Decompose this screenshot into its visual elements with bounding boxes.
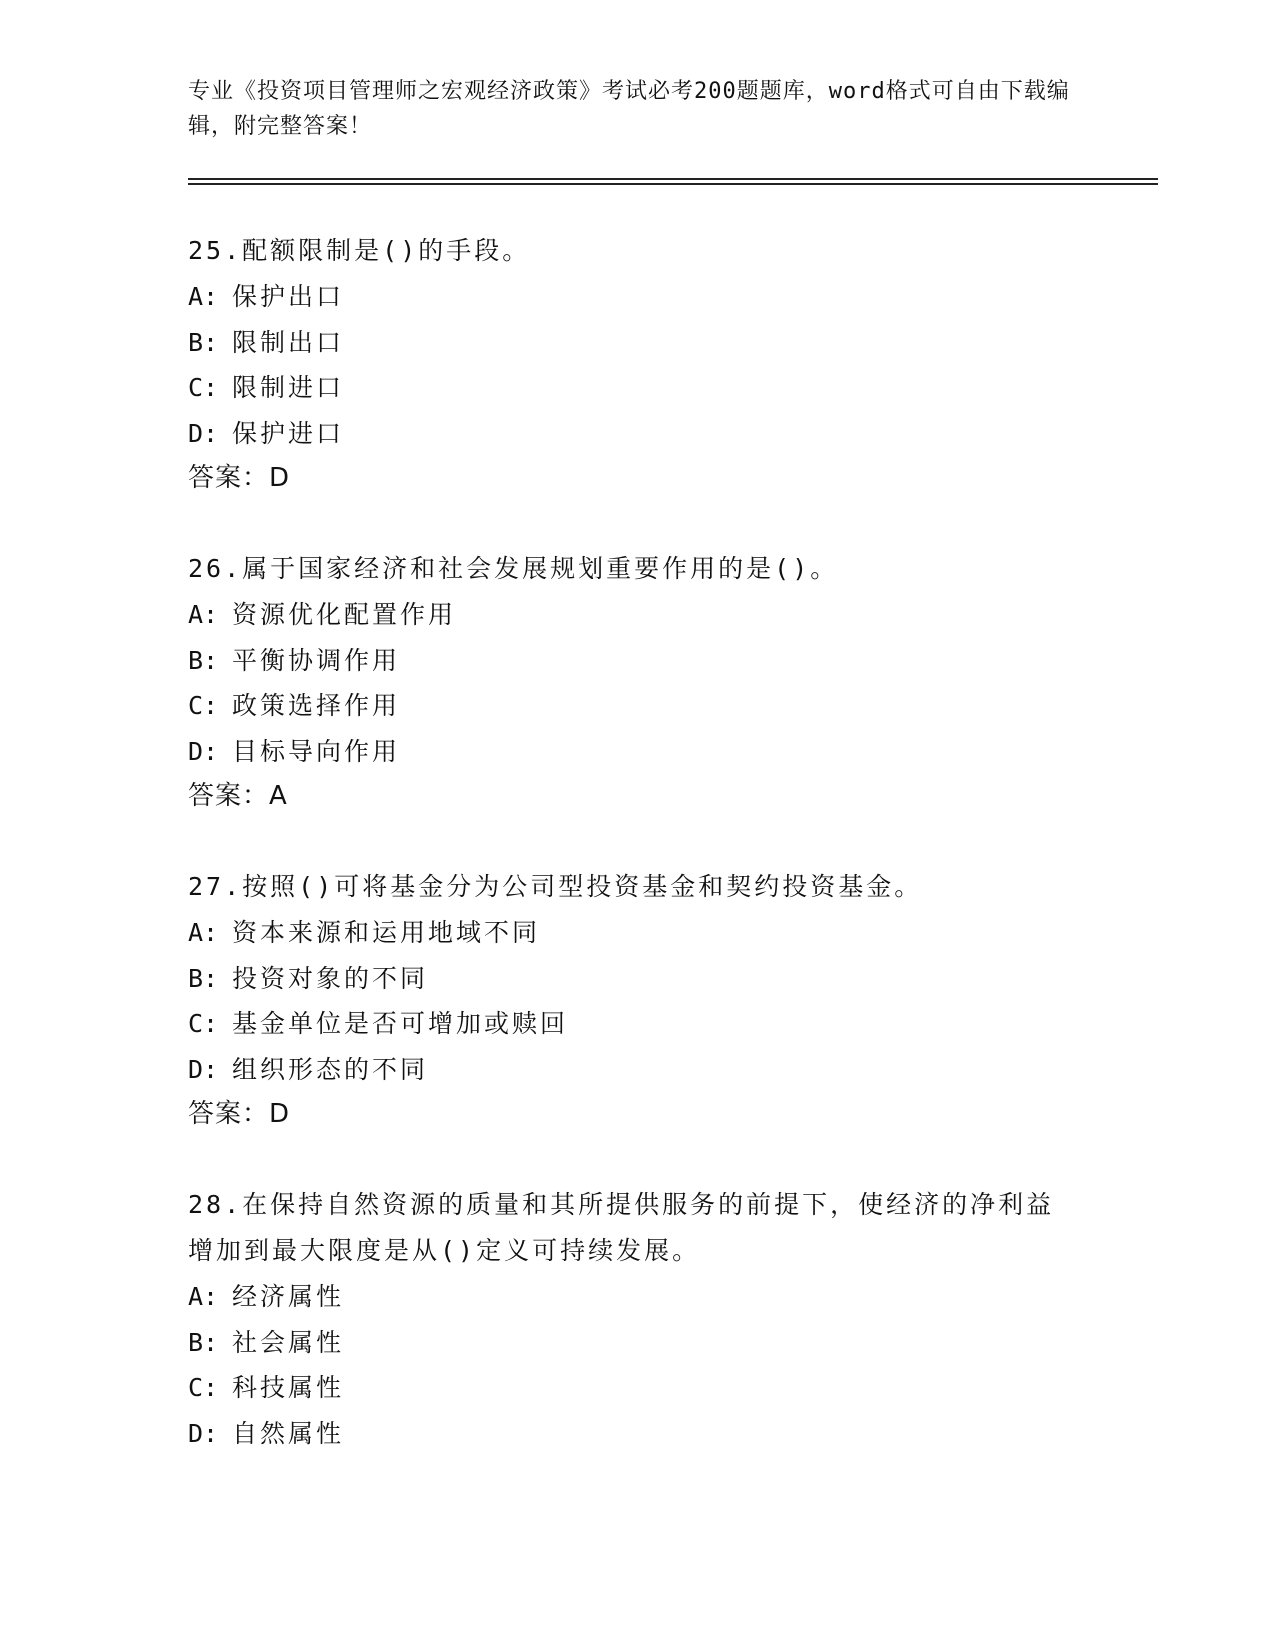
- option-b: [188, 638, 1088, 684]
- option-a: [188, 592, 1088, 638]
- option-text: 资源优化配置作用: [232, 600, 457, 629]
- option-text: 投资对象的不同: [232, 963, 429, 993]
- option-d: [188, 1411, 1068, 1457]
- answer-value: D: [269, 463, 291, 493]
- option-d: [188, 1047, 1088, 1093]
- option-letter: C:: [188, 373, 219, 402]
- option-letter: B:: [188, 963, 219, 993]
- document-header: [188, 74, 1088, 144]
- option-letter: D:: [188, 1418, 219, 1448]
- header-rule-top: [188, 178, 1158, 180]
- option-text: 社会属性: [232, 1327, 345, 1357]
- option-text: 资本来源和运用地域不同: [232, 918, 541, 947]
- question-28: [188, 1182, 1068, 1456]
- option-c: [188, 1365, 1068, 1411]
- option-letter: D:: [188, 1054, 219, 1084]
- answer-line: [188, 456, 1088, 502]
- question-text: 25.配额限制是()的手段。: [188, 236, 531, 265]
- option-letter: D:: [188, 736, 219, 766]
- option-text: 经济属性: [232, 1282, 345, 1311]
- answer-line: [188, 774, 1088, 820]
- option-c: [188, 1001, 1088, 1047]
- answer-line: [188, 1092, 1088, 1138]
- option-a: [188, 274, 1088, 320]
- option-text: 保护出口: [232, 282, 345, 311]
- option-text: 限制进口: [232, 373, 345, 402]
- question-25: [188, 228, 1088, 502]
- option-a: [188, 1274, 1068, 1320]
- option-text: 保护进口: [232, 418, 345, 448]
- option-letter: A:: [188, 918, 219, 947]
- option-c: [188, 365, 1088, 411]
- question-text: 26.属于国家经济和社会发展规划重要作用的是()。: [188, 554, 839, 583]
- answer-label: 答案：: [188, 463, 270, 493]
- answer-value: A: [269, 781, 288, 811]
- option-d: [188, 411, 1088, 457]
- question-26: [188, 546, 1088, 820]
- option-letter: C:: [188, 691, 219, 720]
- option-text: 限制出口: [232, 327, 345, 357]
- option-c: [188, 683, 1088, 729]
- answer-label: 答案：: [188, 1099, 270, 1129]
- option-letter: B:: [188, 1327, 219, 1357]
- option-a: [188, 910, 1088, 956]
- option-b: [188, 1320, 1068, 1366]
- option-letter: A:: [188, 600, 219, 629]
- answer-label: 答案：: [188, 781, 270, 811]
- option-text: 目标导向作用: [232, 736, 401, 766]
- option-text: 科技属性: [232, 1373, 345, 1402]
- option-letter: A:: [188, 282, 219, 311]
- question-text: 28.在保持自然资源的质量和其所提供服务的前提下，使经济的净利益增加到最大限度是从()定义可持续发展。: [188, 1190, 1055, 1265]
- option-letter: B:: [188, 645, 219, 675]
- option-text: 组织形态的不同: [232, 1054, 429, 1084]
- option-d: [188, 729, 1088, 775]
- option-text: 自然属性: [232, 1418, 345, 1448]
- option-letter: B:: [188, 327, 219, 357]
- option-text: 政策选择作用: [232, 691, 401, 720]
- option-text: 平衡协调作用: [232, 645, 401, 675]
- answer-value: D: [269, 1099, 291, 1129]
- option-letter: C:: [188, 1373, 219, 1402]
- header-rule-bottom: [188, 183, 1158, 185]
- option-letter: A:: [188, 1282, 219, 1311]
- option-b: [188, 956, 1088, 1002]
- option-letter: C:: [188, 1009, 219, 1038]
- option-text: 基金单位是否可增加或赎回: [232, 1009, 569, 1038]
- question-27: [188, 864, 1088, 1138]
- option-b: [188, 320, 1088, 366]
- question-text: 27.按照()可将基金分为公司型投资基金和契约投资基金。: [188, 872, 923, 901]
- header-intro: 专业《投资项目管理师之宏观经济政策》考试必考200题题库，word格式可自由下载编辑，附完整答案！: [188, 79, 1070, 139]
- option-letter: D:: [188, 418, 219, 448]
